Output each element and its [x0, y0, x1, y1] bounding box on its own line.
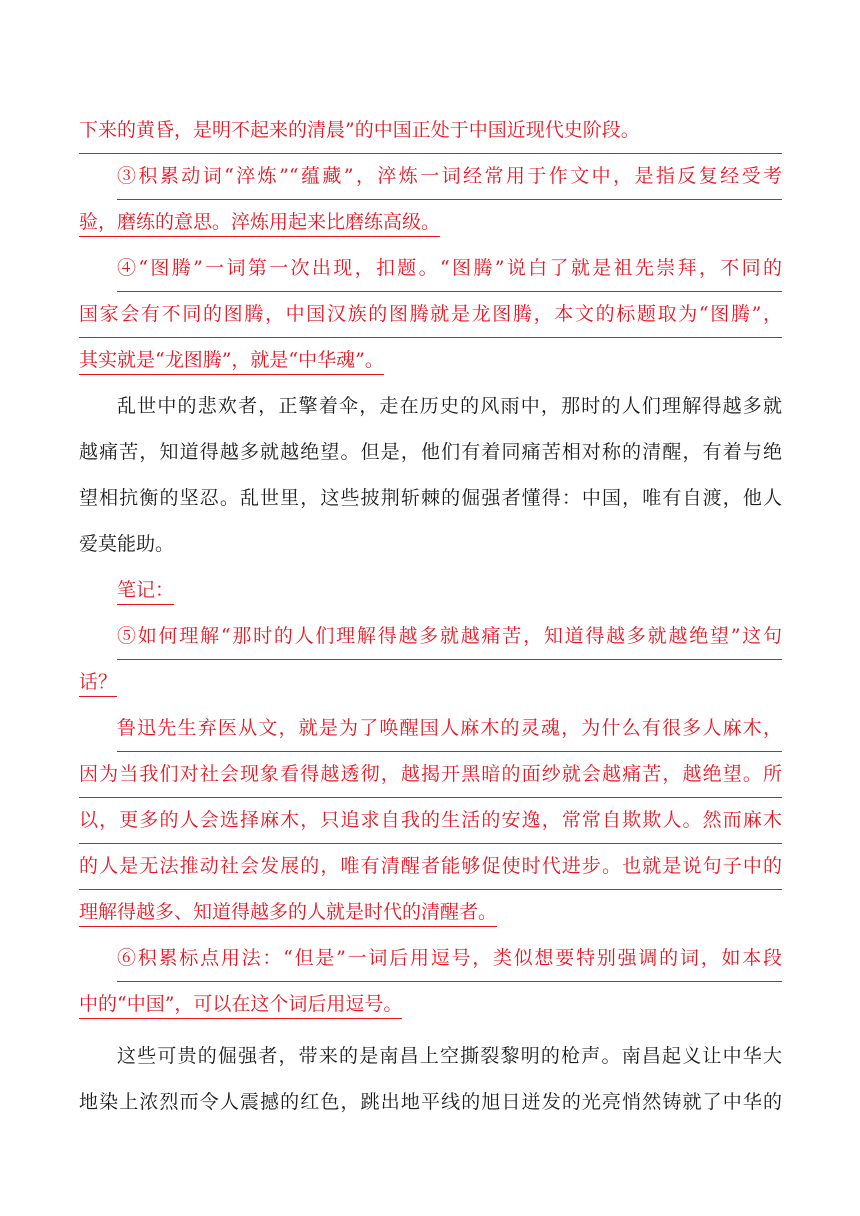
note-line: ④“图腾”一词第一次出现，扣题。“图腾”说白了就是祖先崇拜，不同的 — [79, 248, 782, 294]
body-line: 越痛苦，知道得越多就越绝望。但是，他们有着同痛苦相对称的清醒，有着与绝 — [79, 441, 782, 463]
body-line: 地染上浓烈而令人震撼的红色，跳出地平线的旭日迸发的光亮悄然铸就了中华的 — [79, 1091, 782, 1113]
notes-heading — [79, 570, 782, 616]
note-line: 的人是无法推动社会发展的，唯有清醒者能够促使时代进步。也就是说句子中的 — [79, 846, 782, 892]
note-line: 话？ — [79, 662, 782, 708]
body-line: 望相抗衡的坚忍。乱世里，这些披荆斩棘的倔强者懂得：中国，唯有自渡，他人 — [79, 487, 782, 509]
note-paragraph — [79, 248, 782, 386]
note-line: 其实就是“龙图腾”，就是“中华魂”。 — [79, 340, 782, 386]
note-line: 国家会有不同的图腾，中国汉族的图腾就是龙图腾，本文的标题取为“图腾”， — [79, 294, 782, 340]
note-line: 验，磨练的意思。淬炼用起来比磨练高级。 — [79, 202, 782, 248]
note-paragraph — [79, 938, 782, 1030]
notes-heading-label: 笔记： — [79, 570, 782, 616]
note-line: ⑥积累标点用法：“但是”一词后用逗号，类似想要特别强调的词，如本段 — [79, 938, 782, 984]
note-line: 理解得越多、知道得越多的人就是时代的清醒者。 — [79, 892, 782, 938]
body-paragraph — [79, 1036, 782, 1128]
body-line: 这些可贵的倔强者，带来的是南昌上空撕裂黎明的枪声。南昌起义让中华大 — [117, 1045, 782, 1067]
note-line: 中的“中国”，可以在这个词后用逗号。 — [79, 984, 782, 1030]
note-paragraph — [79, 156, 782, 248]
note-paragraph — [79, 110, 782, 156]
body-line: 乱世中的悲欢者，正擎着伞，走在历史的风雨中，那时的人们理解得越多就 — [117, 395, 782, 417]
body-paragraph — [79, 386, 782, 570]
body-line: 爱莫能助。 — [79, 533, 175, 555]
note-paragraph — [79, 708, 782, 938]
note-line: 以，更多的人会选择麻木，只追求自我的生活的安逸，常常自欺欺人。然而麻木 — [79, 800, 782, 846]
note-line: 因为当我们对社会现象看得越透彻，越揭开黑暗的面纱就会越痛苦，越绝望。所 — [79, 754, 782, 800]
note-line: 下来的黄昏，是明不起来的清晨”的中国正处于中国近现代史阶段。 — [79, 110, 782, 156]
note-paragraph — [79, 616, 782, 708]
note-line: ⑤如何理解“那时的人们理解得越多就越痛苦，知道得越多就越绝望”这句 — [79, 616, 782, 662]
note-line: 鲁迅先生弃医从文，就是为了唤醒国人麻木的灵魂，为什么有很多人麻木， — [79, 708, 782, 754]
note-line: ③积累动词“淬炼”“蕴藏”，淬炼一词经常用于作文中，是指反复经受考 — [79, 156, 782, 202]
